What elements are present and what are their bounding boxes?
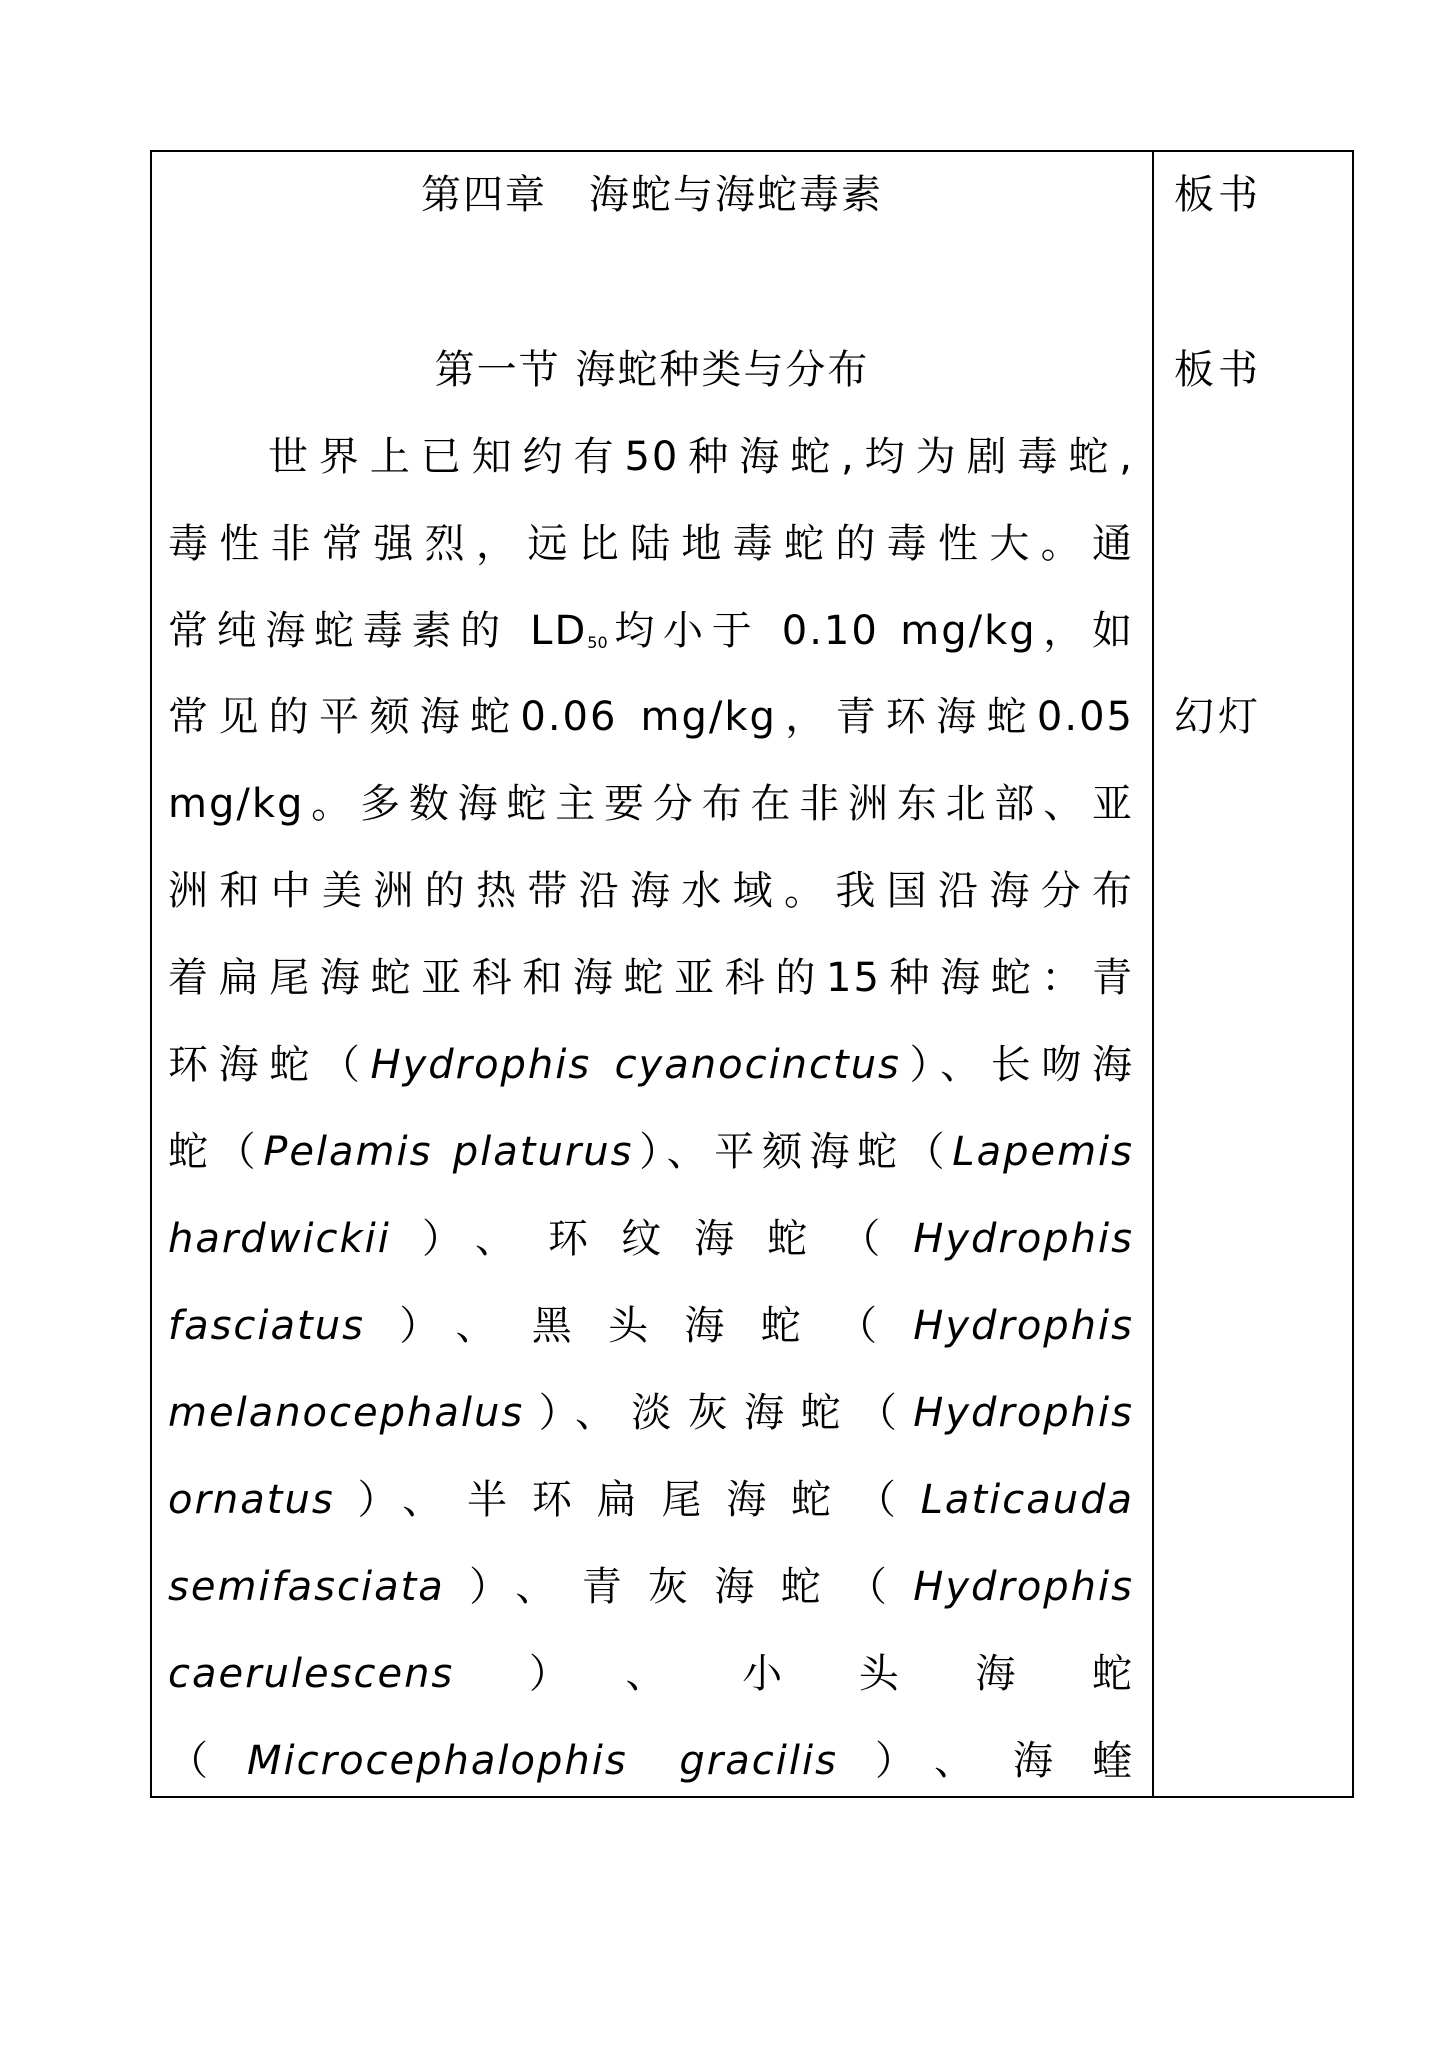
body-line-8 [168, 1042, 1135, 1088]
body-line-14 [168, 1564, 1134, 1610]
species-name: Hydrophis cyanocinctus [370, 1042, 901, 1088]
body-line-15-text: ）、小头海蛇 [454, 1651, 1134, 1697]
species-name: fasciatus [168, 1303, 365, 1349]
body-line-12-text: ）、淡灰海蛇（ [524, 1390, 914, 1436]
body-line-6: 洲和中美洲的热带沿海水域。我国沿海分布 [168, 868, 1134, 914]
body-line-8-text-2: ）、长吻海 [900, 1042, 1135, 1088]
body-line-3-pre: 常纯海蛇毒素的 LD [168, 608, 588, 654]
body-line-2: 毒性非常强烈，远比陆地毒蛇的毒性大。通 [168, 521, 1134, 567]
species-name: Microcephalophis gracilis [247, 1738, 838, 1784]
side-note-board-1: 板书 [1174, 172, 1262, 218]
body-line-9-text-2: ）、平颏海蛇（ [633, 1129, 953, 1175]
column-divider [1152, 152, 1154, 1796]
body-line-11 [168, 1303, 1134, 1349]
lesson-plan-table [150, 150, 1354, 1798]
body-line-10-text: ）、环纹海蛇（ [390, 1216, 914, 1262]
species-name: semifasciata [168, 1564, 445, 1610]
section-title: 第一节 海蛇种类与分布 [434, 347, 870, 393]
species-name: Hydrophis [913, 1216, 1134, 1262]
ld50-subscript: 50 [587, 633, 608, 652]
body-line-9-text: 蛇（ [168, 1129, 264, 1175]
species-name: Hydrophis [913, 1390, 1134, 1436]
body-line-16-text-2: ）、海蝰 [837, 1738, 1134, 1784]
body-line-15 [168, 1651, 1134, 1697]
body-line-9 [168, 1129, 1134, 1175]
body-line-5: mg/kg。多数海蛇主要分布在非洲东北部、亚 [168, 781, 1134, 827]
species-name: Laticauda [920, 1477, 1134, 1523]
body-line-3 [168, 608, 1134, 654]
body-line-8-text: 环海蛇（ [168, 1042, 371, 1088]
side-note-slide: 幻灯 [1174, 694, 1262, 740]
species-name: Pelamis platurus [263, 1129, 634, 1175]
body-line-14-text: ）、青灰海蛇（ [444, 1564, 914, 1610]
body-line-13-text: ）、半环扁尾海蛇（ [334, 1477, 921, 1523]
body-line-1: 世界上已知约有50种海蛇,均为剧毒蛇, [268, 434, 1134, 480]
body-line-12 [168, 1390, 1134, 1436]
species-name: Lapemis [952, 1129, 1134, 1175]
body-line-16-text: （ [168, 1738, 248, 1784]
body-line-10 [168, 1216, 1134, 1262]
body-line-7: 着扁尾海蛇亚科和海蛇亚科的15种海蛇：青 [168, 955, 1134, 1001]
body-line-13 [168, 1477, 1134, 1523]
side-note-board-2: 板书 [1174, 347, 1262, 393]
species-name: caerulescens [168, 1651, 455, 1697]
species-name: hardwickii [168, 1216, 391, 1262]
body-line-16 [168, 1738, 1134, 1784]
species-name: Hydrophis [913, 1303, 1134, 1349]
species-name: melanocephalus [168, 1390, 525, 1436]
species-name: Hydrophis [913, 1564, 1134, 1610]
body-line-4: 常见的平颏海蛇0.06 mg/kg，青环海蛇0.05 [168, 694, 1134, 740]
species-name: ornatus [168, 1477, 335, 1523]
body-line-11-text: ）、黑头海蛇（ [364, 1303, 914, 1349]
body-line-3-post: 均小于 0.10 mg/kg，如 [607, 608, 1134, 654]
chapter-title: 第四章 海蛇与海蛇毒素 [421, 172, 883, 218]
